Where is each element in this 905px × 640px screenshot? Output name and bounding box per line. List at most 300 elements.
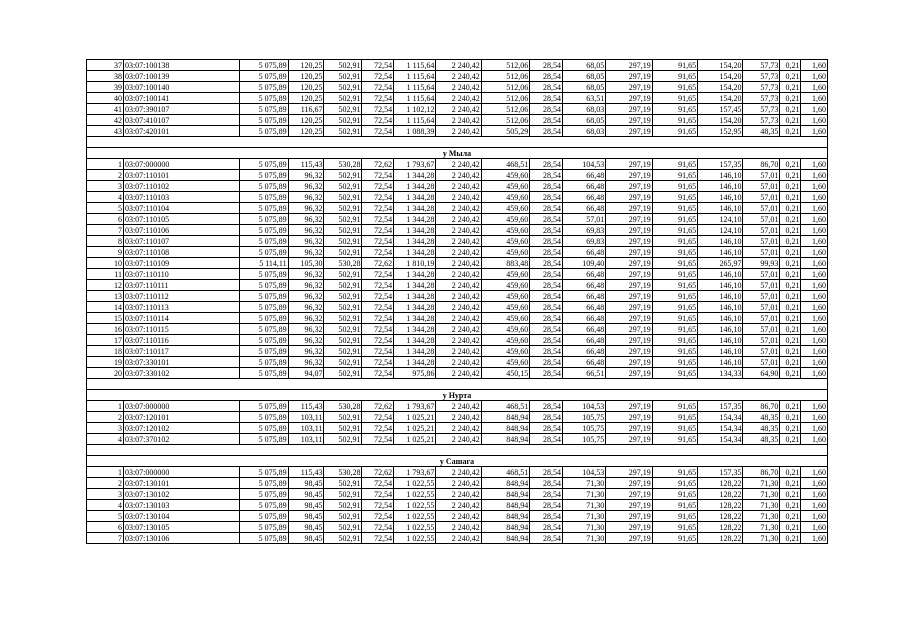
cell-v3: 502,91	[324, 313, 362, 324]
table-row	[87, 324, 828, 335]
cell-v12: 152,95	[698, 126, 743, 137]
table-row	[87, 401, 828, 412]
spacer-row	[87, 137, 828, 148]
cell-v1: 5 075,89	[240, 412, 289, 423]
cell-n: 41	[87, 104, 124, 115]
table-row	[87, 412, 828, 423]
table-row	[87, 291, 828, 302]
cell-code: 03:07:130106	[123, 533, 239, 544]
cell-v1: 5 075,89	[240, 302, 289, 313]
cell-v11: 91,65	[652, 313, 697, 324]
table-row	[87, 434, 828, 445]
cell-v10: 297,19	[606, 467, 652, 478]
cell-v11: 91,65	[652, 478, 697, 489]
cell-v8: 28,54	[530, 522, 563, 533]
cell-v12: 128,22	[698, 522, 743, 533]
cell-v9: 66,48	[562, 291, 605, 302]
cell-v15: 1,60	[801, 214, 828, 225]
cell-v10: 297,19	[606, 71, 652, 82]
cell-v4: 72,54	[362, 115, 394, 126]
table-row	[87, 258, 828, 269]
cell-v6: 2 240,42	[436, 93, 481, 104]
cell-v8: 28,54	[530, 478, 563, 489]
cell-v5: 1 810,19	[394, 258, 436, 269]
cell-v4: 72,54	[362, 203, 394, 214]
cell-v3: 502,91	[324, 236, 362, 247]
cell-n: 10	[87, 258, 124, 269]
table-row	[87, 214, 828, 225]
cell-v4: 72,62	[362, 401, 394, 412]
cell-v12: 128,22	[698, 511, 743, 522]
cell-v15: 1,60	[801, 368, 828, 379]
cell-v15: 1,60	[801, 313, 828, 324]
cell-v5: 1 022,55	[394, 489, 436, 500]
cell-v14: 0,21	[780, 522, 801, 533]
cell-v4: 72,54	[362, 236, 394, 247]
cell-v6: 2 240,42	[436, 247, 481, 258]
cell-v15: 1,60	[801, 181, 828, 192]
cell-v1: 5 075,89	[240, 423, 289, 434]
cell-n: 13	[87, 291, 124, 302]
cell-v10: 297,19	[606, 489, 652, 500]
cell-v4: 72,54	[362, 82, 394, 93]
cell-v9: 68,05	[562, 115, 605, 126]
cell-v5: 1 344,28	[394, 170, 436, 181]
cell-v1: 5 075,89	[240, 82, 289, 93]
cell-v5: 1 793,67	[394, 467, 436, 478]
cell-v8: 28,54	[530, 280, 563, 291]
cell-code: 03:07:110117	[123, 346, 239, 357]
cell-v15: 1,60	[801, 478, 828, 489]
cell-v12: 146,10	[698, 247, 743, 258]
cell-v4: 72,54	[362, 500, 394, 511]
cell-v10: 297,19	[606, 93, 652, 104]
cell-v2: 98,45	[288, 478, 324, 489]
cell-v8: 28,54	[530, 269, 563, 280]
cell-v12: 146,10	[698, 269, 743, 280]
cell-v8: 28,54	[530, 258, 563, 269]
cell-v1: 5 075,89	[240, 522, 289, 533]
cell-v2: 96,32	[288, 324, 324, 335]
cell-v13: 71,30	[743, 489, 780, 500]
section-title: у Мыла	[87, 148, 828, 159]
cell-v8: 28,54	[530, 467, 563, 478]
table-row	[87, 280, 828, 291]
cell-v8: 28,54	[530, 181, 563, 192]
cell-v13: 57,01	[743, 170, 780, 181]
cell-v11: 91,65	[652, 181, 697, 192]
cell-v11: 91,65	[652, 236, 697, 247]
cell-v11: 91,65	[652, 115, 697, 126]
cell-v8: 28,54	[530, 434, 563, 445]
cell-v12: 134,33	[698, 368, 743, 379]
cell-v13: 57,01	[743, 203, 780, 214]
cell-v1: 5 075,89	[240, 511, 289, 522]
cell-v6: 2 240,42	[436, 500, 481, 511]
cell-v1: 5 075,89	[240, 280, 289, 291]
cell-v5: 975,86	[394, 368, 436, 379]
cell-v7: 848,94	[481, 412, 530, 423]
cell-v8: 28,54	[530, 225, 563, 236]
cell-v14: 0,21	[780, 302, 801, 313]
cell-v12: 154,34	[698, 412, 743, 423]
cell-v4: 72,54	[362, 93, 394, 104]
cell-n: 3	[87, 489, 124, 500]
cell-v7: 450,15	[481, 368, 530, 379]
cell-v14: 0,21	[780, 126, 801, 137]
cell-code: 03:07:110101	[123, 170, 239, 181]
cell-n: 2	[87, 412, 124, 423]
table-row	[87, 368, 828, 379]
cell-v3: 502,91	[324, 214, 362, 225]
table-row	[87, 159, 828, 170]
cell-v14: 0,21	[780, 357, 801, 368]
cell-v2: 115,43	[288, 401, 324, 412]
cell-v2: 96,32	[288, 247, 324, 258]
table-row	[87, 181, 828, 192]
cell-code: 03:07:110113	[123, 302, 239, 313]
cell-v12: 157,35	[698, 159, 743, 170]
cell-v14: 0,21	[780, 181, 801, 192]
cell-v1: 5 075,89	[240, 247, 289, 258]
cell-v7: 468,51	[481, 401, 530, 412]
cell-v4: 72,54	[362, 335, 394, 346]
cell-n: 7	[87, 533, 124, 544]
cell-v11: 91,65	[652, 302, 697, 313]
cell-v3: 502,91	[324, 412, 362, 423]
cell-v4: 72,54	[362, 280, 394, 291]
cell-v5: 1 344,28	[394, 280, 436, 291]
cell-v6: 2 240,42	[436, 115, 481, 126]
cell-n: 11	[87, 269, 124, 280]
cell-v1: 5 075,89	[240, 357, 289, 368]
table-row	[87, 313, 828, 324]
cell-v15: 1,60	[801, 269, 828, 280]
cell-v14: 0,21	[780, 511, 801, 522]
cell-v11: 91,65	[652, 291, 697, 302]
cell-code: 03:07:110107	[123, 236, 239, 247]
cell-v7: 459,60	[481, 280, 530, 291]
cell-v13: 71,30	[743, 500, 780, 511]
cell-v4: 72,54	[362, 412, 394, 423]
cell-v7: 459,60	[481, 181, 530, 192]
cell-v6: 2 240,42	[436, 291, 481, 302]
cell-v10: 297,19	[606, 170, 652, 181]
table-row	[87, 500, 828, 511]
cell-v11: 91,65	[652, 247, 697, 258]
cell-v12: 146,10	[698, 302, 743, 313]
cell-v14: 0,21	[780, 489, 801, 500]
cell-v4: 72,54	[362, 247, 394, 258]
cell-v4: 72,54	[362, 511, 394, 522]
cell-v9: 66,48	[562, 335, 605, 346]
cell-v2: 116,67	[288, 104, 324, 115]
cell-code: 03:07:000000	[123, 159, 239, 170]
table-row	[87, 467, 828, 478]
cell-v14: 0,21	[780, 533, 801, 544]
cell-n: 12	[87, 280, 124, 291]
cell-n: 2	[87, 478, 124, 489]
cell-v9: 66,48	[562, 313, 605, 324]
cell-v5: 1 344,28	[394, 302, 436, 313]
cell-v10: 297,19	[606, 159, 652, 170]
cell-v5: 1 344,28	[394, 236, 436, 247]
cell-v7: 459,60	[481, 170, 530, 181]
cell-code: 03:07:110114	[123, 313, 239, 324]
cell-v1: 5 114,11	[240, 258, 289, 269]
cell-v6: 2 240,42	[436, 423, 481, 434]
cell-code: 03:07:110111	[123, 280, 239, 291]
cell-v4: 72,54	[362, 346, 394, 357]
cell-v13: 57,01	[743, 214, 780, 225]
cell-v5: 1 102,12	[394, 104, 436, 115]
cell-v6: 2 240,42	[436, 236, 481, 247]
cell-n: 6	[87, 214, 124, 225]
cell-v2: 98,45	[288, 489, 324, 500]
cell-v13: 57,73	[743, 93, 780, 104]
cell-v6: 2 240,42	[436, 467, 481, 478]
cell-v1: 5 075,89	[240, 313, 289, 324]
cell-v14: 0,21	[780, 423, 801, 434]
cell-v3: 530,28	[324, 258, 362, 269]
spacer-cell	[87, 379, 828, 390]
section-header-row	[87, 390, 828, 401]
cell-v10: 297,19	[606, 357, 652, 368]
cell-v4: 72,54	[362, 214, 394, 225]
cell-v6: 2 240,42	[436, 192, 481, 203]
cell-v11: 91,65	[652, 346, 697, 357]
cell-v5: 1 344,28	[394, 225, 436, 236]
cell-code: 03:07:330101	[123, 357, 239, 368]
cell-v13: 57,01	[743, 324, 780, 335]
cell-v14: 0,21	[780, 225, 801, 236]
cell-v1: 5 075,89	[240, 93, 289, 104]
cell-n: 37	[87, 60, 124, 71]
table-row	[87, 478, 828, 489]
cell-code: 03:07:130101	[123, 478, 239, 489]
cell-v13: 57,01	[743, 225, 780, 236]
cell-v3: 502,91	[324, 115, 362, 126]
cell-code: 03:07:130104	[123, 511, 239, 522]
table-row	[87, 269, 828, 280]
cell-v10: 297,19	[606, 324, 652, 335]
cell-v15: 1,60	[801, 203, 828, 214]
cell-v2: 98,45	[288, 533, 324, 544]
cell-v13: 57,01	[743, 357, 780, 368]
cell-v5: 1 115,64	[394, 115, 436, 126]
cell-v13: 57,01	[743, 269, 780, 280]
cell-v6: 2 240,42	[436, 412, 481, 423]
cell-v3: 502,91	[324, 346, 362, 357]
cell-v8: 28,54	[530, 511, 563, 522]
table-row	[87, 104, 828, 115]
cell-v4: 72,54	[362, 302, 394, 313]
cell-v11: 91,65	[652, 203, 697, 214]
cell-v11: 91,65	[652, 368, 697, 379]
cell-v2: 96,32	[288, 181, 324, 192]
cell-v2: 120,25	[288, 82, 324, 93]
cell-v14: 0,21	[780, 478, 801, 489]
cell-v8: 28,54	[530, 159, 563, 170]
cell-v9: 66,48	[562, 302, 605, 313]
cell-v2: 120,25	[288, 115, 324, 126]
cell-v12: 146,10	[698, 324, 743, 335]
cell-v3: 502,91	[324, 170, 362, 181]
cell-v1: 5 075,89	[240, 225, 289, 236]
cell-v14: 0,21	[780, 93, 801, 104]
cell-v6: 2 240,42	[436, 368, 481, 379]
table-row	[87, 60, 828, 71]
cell-v15: 1,60	[801, 159, 828, 170]
cell-code: 03:07:110105	[123, 214, 239, 225]
cell-v2: 120,25	[288, 60, 324, 71]
cell-n: 39	[87, 82, 124, 93]
cell-v9: 71,30	[562, 511, 605, 522]
cell-v13: 57,01	[743, 181, 780, 192]
cell-v2: 120,25	[288, 93, 324, 104]
cell-v11: 91,65	[652, 126, 697, 137]
cell-v1: 5 075,89	[240, 192, 289, 203]
cell-n: 1	[87, 159, 124, 170]
cell-v11: 91,65	[652, 269, 697, 280]
cell-v13: 57,01	[743, 346, 780, 357]
cell-v6: 2 240,42	[436, 280, 481, 291]
cell-v7: 848,94	[481, 522, 530, 533]
cell-v9: 66,48	[562, 346, 605, 357]
cell-v1: 5 075,89	[240, 346, 289, 357]
cell-v8: 28,54	[530, 346, 563, 357]
cell-n: 20	[87, 368, 124, 379]
cell-v12: 146,10	[698, 335, 743, 346]
cell-v15: 1,60	[801, 192, 828, 203]
cell-v5: 1 115,64	[394, 93, 436, 104]
cell-v6: 2 240,42	[436, 269, 481, 280]
cell-v4: 72,54	[362, 192, 394, 203]
cell-v12: 154,20	[698, 71, 743, 82]
cell-v1: 5 075,89	[240, 236, 289, 247]
cell-v12: 146,10	[698, 291, 743, 302]
cell-v15: 1,60	[801, 522, 828, 533]
cell-v3: 502,91	[324, 291, 362, 302]
cell-v8: 28,54	[530, 170, 563, 181]
cell-v14: 0,21	[780, 500, 801, 511]
cell-v6: 2 240,42	[436, 60, 481, 71]
cell-v3: 502,91	[324, 324, 362, 335]
cell-v12: 154,20	[698, 82, 743, 93]
cell-v15: 1,60	[801, 280, 828, 291]
cell-v5: 1 793,67	[394, 401, 436, 412]
cell-v4: 72,54	[362, 104, 394, 115]
cell-v10: 297,19	[606, 214, 652, 225]
cell-v10: 297,19	[606, 313, 652, 324]
cell-n: 4	[87, 500, 124, 511]
cell-v8: 28,54	[530, 126, 563, 137]
cell-v7: 848,94	[481, 500, 530, 511]
cell-code: 03:07:100139	[123, 71, 239, 82]
cell-v12: 128,22	[698, 478, 743, 489]
cell-v1: 5 075,89	[240, 401, 289, 412]
cell-v4: 72,54	[362, 489, 394, 500]
cell-v13: 99,93	[743, 258, 780, 269]
cell-v15: 1,60	[801, 335, 828, 346]
cell-v3: 502,91	[324, 93, 362, 104]
cell-v4: 72,54	[362, 60, 394, 71]
section-header-row	[87, 148, 828, 159]
cell-v13: 57,01	[743, 192, 780, 203]
cell-n: 1	[87, 467, 124, 478]
cell-v11: 91,65	[652, 423, 697, 434]
cell-v12: 128,22	[698, 533, 743, 544]
cell-v9: 105,75	[562, 412, 605, 423]
table-row	[87, 533, 828, 544]
cell-v10: 297,19	[606, 280, 652, 291]
cell-v3: 502,91	[324, 478, 362, 489]
cell-v14: 0,21	[780, 269, 801, 280]
cell-v3: 502,91	[324, 533, 362, 544]
cell-v9: 66,48	[562, 170, 605, 181]
cell-v14: 0,21	[780, 71, 801, 82]
cell-v1: 5 075,89	[240, 104, 289, 115]
cell-v9: 66,48	[562, 192, 605, 203]
cell-v12: 146,10	[698, 280, 743, 291]
cell-v2: 96,32	[288, 302, 324, 313]
cell-v3: 502,91	[324, 71, 362, 82]
cell-n: 16	[87, 324, 124, 335]
cell-n: 14	[87, 302, 124, 313]
cell-v15: 1,60	[801, 236, 828, 247]
cell-v2: 115,43	[288, 159, 324, 170]
cell-v15: 1,60	[801, 467, 828, 478]
table-row	[87, 115, 828, 126]
cell-code: 03:07:330102	[123, 368, 239, 379]
cell-v9: 104,53	[562, 401, 605, 412]
cell-v5: 1 344,28	[394, 291, 436, 302]
cell-v2: 96,32	[288, 225, 324, 236]
cell-v4: 72,54	[362, 423, 394, 434]
cell-v5: 1 344,28	[394, 324, 436, 335]
cell-v6: 2 240,42	[436, 335, 481, 346]
cell-v3: 502,91	[324, 522, 362, 533]
cell-v2: 98,45	[288, 522, 324, 533]
cell-v8: 28,54	[530, 500, 563, 511]
cell-v5: 1 025,21	[394, 412, 436, 423]
cell-v8: 28,54	[530, 489, 563, 500]
cell-v7: 459,60	[481, 214, 530, 225]
cell-v10: 297,19	[606, 203, 652, 214]
cell-v9: 69,83	[562, 225, 605, 236]
cell-v11: 91,65	[652, 511, 697, 522]
cell-v1: 5 075,89	[240, 467, 289, 478]
cell-v5: 1 115,64	[394, 60, 436, 71]
cell-v3: 502,91	[324, 335, 362, 346]
cell-v15: 1,60	[801, 82, 828, 93]
cell-v10: 297,19	[606, 181, 652, 192]
cell-v9: 71,30	[562, 533, 605, 544]
cell-v2: 98,45	[288, 511, 324, 522]
cell-n: 9	[87, 247, 124, 258]
cell-v1: 5 075,89	[240, 533, 289, 544]
cell-v15: 1,60	[801, 401, 828, 412]
cell-n: 17	[87, 335, 124, 346]
cell-v3: 502,91	[324, 302, 362, 313]
cell-code: 03:07:100138	[123, 60, 239, 71]
section-header-row	[87, 456, 828, 467]
cell-v4: 72,54	[362, 313, 394, 324]
cell-v6: 2 240,42	[436, 203, 481, 214]
cell-v8: 28,54	[530, 104, 563, 115]
cell-n: 7	[87, 225, 124, 236]
cell-v10: 297,19	[606, 269, 652, 280]
